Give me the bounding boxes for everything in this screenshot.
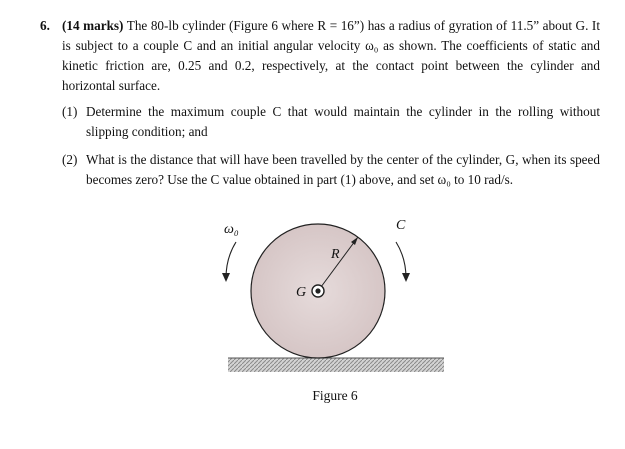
problem-statement: The 80-lb cylinder (Figure 6 where R = 16”) has a radius of gyration of 11.5” about G. It is subject to a couple C and an initial angular velocity ω₀ as shown. The coefficients of static and kinetic friction are, 0.25 and 0.2, respectively, at the contact point between the cylinder and horizontal surface. [62,18,600,93]
part-1-text: Determine the maximum couple C that would maintain the cylinder in the rolling without slipping condition; and [86,104,600,139]
problem-6 [40,16,600,190]
problem-number: 6. [40,18,50,33]
problem-statement-block [62,16,600,96]
center-marker-dot [315,288,320,293]
part-2 [62,150,600,190]
couple-label: C [396,218,406,233]
figure-6 [210,212,460,412]
omega-label: ω₀ [224,222,239,237]
omega-arrow-icon [226,242,236,278]
ground-surface [228,358,444,372]
problem-marks: (14 marks) [62,18,124,33]
part-1 [62,102,600,142]
figure-caption: Figure 6 [312,388,358,403]
radius-label: R [331,247,340,262]
center-label: G [296,285,307,300]
part-2-label: (2) [62,152,78,167]
omega-arrowhead-icon [222,273,230,282]
part-1-label: (1) [62,104,78,119]
couple-arrow-icon [396,242,406,278]
problem-header [40,16,600,96]
couple-arrowhead-icon [402,273,410,282]
cylinder-diagram [210,212,460,388]
part-2-text: What is the distance that will have been travelled by the center of the cylinder, G, when its speed becomes zero? Use the C value obtained in part (1) above, and set ω₀ to 10 rad/s. [86,152,600,187]
